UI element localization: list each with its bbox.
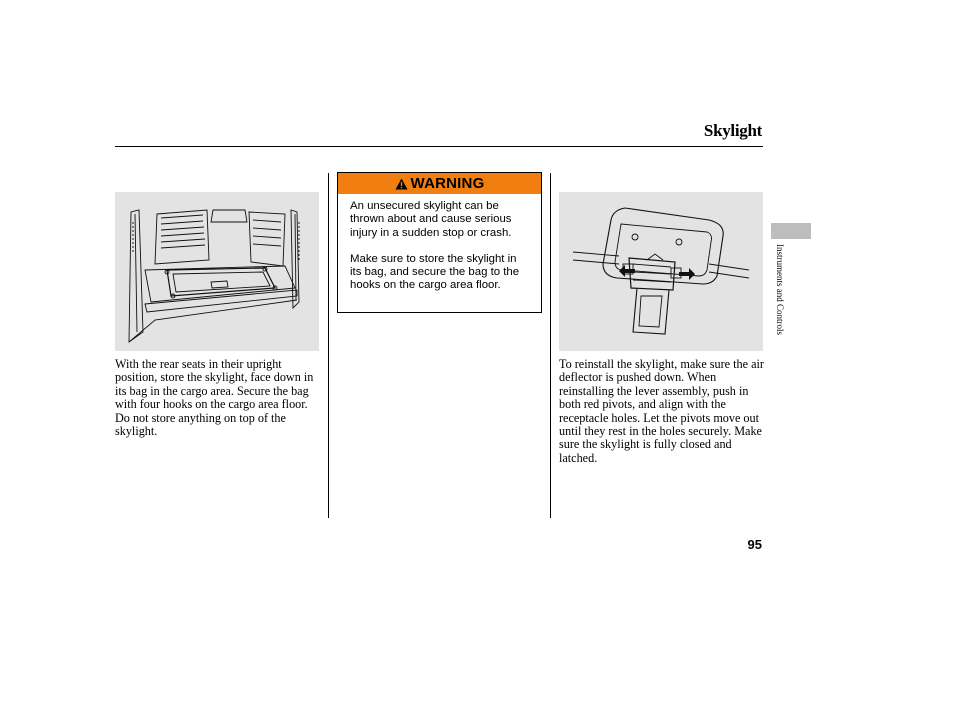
warning-triangle-icon	[395, 178, 408, 190]
column-divider-left	[328, 173, 329, 518]
cargo-area-drawing	[115, 192, 319, 351]
warning-label: WARNING	[410, 175, 485, 192]
warning-header	[338, 173, 541, 194]
warning-box	[337, 172, 542, 313]
lever-assembly-illustration	[559, 192, 763, 351]
header-rule	[115, 146, 763, 147]
reinstall-instructions-paragraph: To reinstall the skylight, make sure the air deflector is pushed down. When reinstalling the lever assembly, push in both red pivots, and align with the receptacle holes. Let the pivots move out until they rest in the holes securely. Make sure the skylight is fully closed and latched.	[559, 357, 764, 465]
column-divider-right	[550, 173, 551, 518]
warning-body	[338, 194, 541, 293]
warning-paragraph: Make sure to store the skylight in its bag, and secure the bag to the hooks on the cargo area floor.	[350, 252, 520, 292]
lever-assembly-drawing	[559, 192, 763, 351]
warning-paragraph: An unsecured skylight can be thrown about and cause serious injury in a sudden stop or crash.	[350, 200, 512, 239]
cargo-area-illustration	[115, 192, 319, 351]
section-tab	[771, 223, 811, 239]
page-title: Skylight	[703, 121, 762, 140]
reinstall-instructions-text	[559, 358, 769, 465]
storage-instructions-paragraph: With the rear seats in their upright position, store the skylight, face down in its bag in the cargo area. Secure the bag with four hooks on the cargo area floor. Do not store anything on top of the skylight.	[115, 357, 314, 439]
page-number: 95	[747, 537, 762, 552]
section-tab-label: Instruments and Controls	[775, 244, 785, 335]
storage-instructions-text	[115, 358, 315, 438]
